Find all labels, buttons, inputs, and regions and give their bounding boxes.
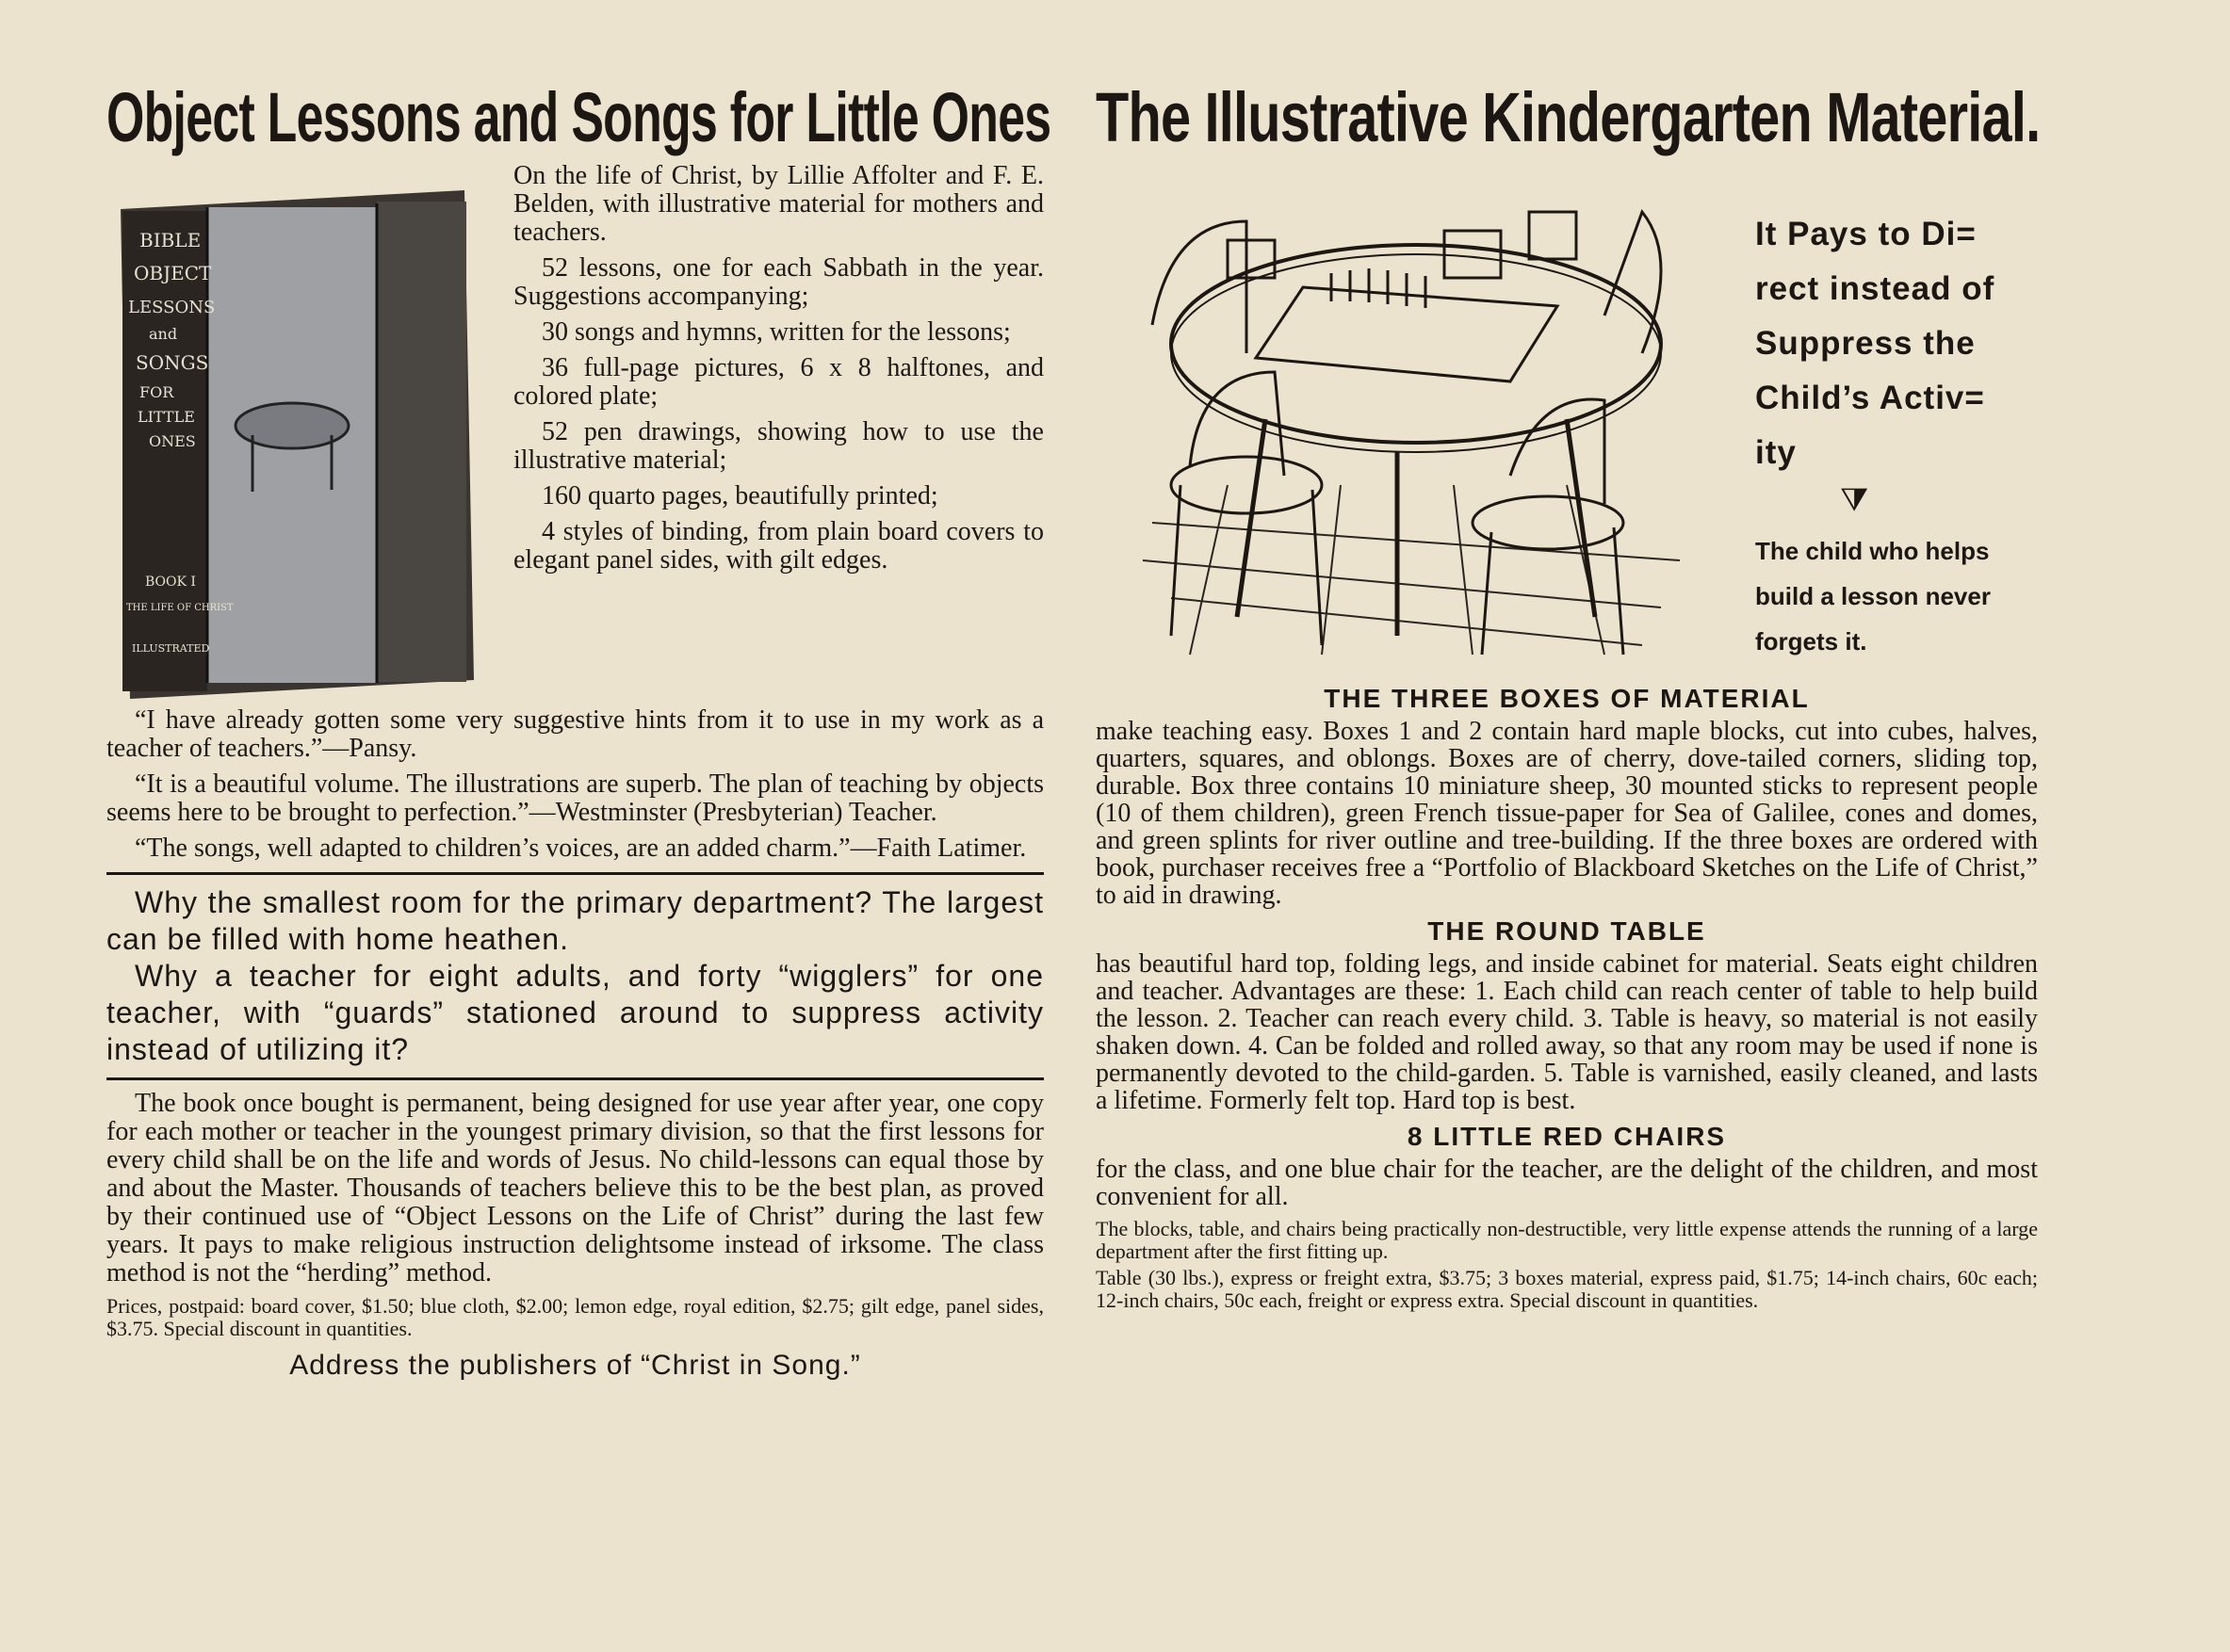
callout-small-2: build a lesson never — [1755, 582, 1991, 610]
note-durability: The blocks, table, and chairs being practically non-destructible, very little expense attends the running of a large department after the first fitting up. — [1096, 1217, 2038, 1263]
book-bottom-text-1: BOOK I — [145, 575, 196, 590]
book-spine-text-7: LITTLE — [138, 408, 195, 426]
book-spine-text-2: OBJECT — [134, 262, 212, 284]
publisher-address: Address the publishers of “Christ in Song.” — [289, 1350, 861, 1381]
permanent-paragraph: The book once bought is permanent, being designed for use year after year, one copy for each mother or teacher in the youngest primary division, so that the first lessons for every child shall be on the life and words of Jesus. No child-lessons can equal those by and about the Master. Thousands of teachers believe this to be the best plan, as proved by their continued use of “Object Lessons on the Life of Christ” during the last few years. It pays to make religious instruction delightsome instead of irksome. The class method is not the “herding” method. — [106, 1089, 1044, 1288]
intro-paragraph-7: 4 styles of binding, from plain board covers to elegant panel sides, with gilt edges. — [513, 517, 1044, 575]
intro-paragraph-2: 52 lessons, one for each Sabbath in the year. Suggestions accompanying; — [513, 253, 1044, 311]
callout-line-5: ity — [1755, 434, 1797, 471]
book-cover-illustration — [111, 190, 479, 699]
testimonial-1: “I have already gotten some very suggestive hints from it to use in my work as a teacher of teachers.”—Pansy. — [106, 705, 1044, 763]
book-bottom-text-3: ILLUSTRATED — [132, 642, 210, 655]
section-heading-boxes: THE THREE BOXES OF MATERIAL — [1324, 684, 1810, 713]
section-body-table: has beautiful hard top, folding legs, and inside cabinet for material. Seats eight children and teacher. Advantages are these: 1. Each child can reach center of table to help build the lesson. 2. Teacher can reach every child. 3. Table is heavy, so material is not easily shaken down. 4. Can be folded and rolled away, so that any room may be used if none is permanently devoted to the child-garden. 5. Table is varnished, easily cleaned, and lasts a lifetime. Formerly felt top. Hard top is best. — [1096, 949, 2038, 1115]
note-prices: Table (30 lbs.), express or freight extra, $3.75; 3 boxes material, express paid, $1.75; 14-inch chairs, 60c each; 12-inch chairs, 50c each, freight or express extra. Special discount in quantities. — [1096, 1266, 2038, 1312]
material-descriptions — [1096, 678, 2038, 1316]
book-spine-text-5: SONGS — [136, 351, 209, 374]
left-headline: Object Lessons and Songs for Little Ones — [106, 78, 1051, 156]
intro-paragraph-6: 160 quarto pages, beautifully printed; — [542, 481, 938, 510]
callout-line-4: Child’s Activ= — [1755, 380, 1985, 416]
book-spine-text-1: BIBLE — [139, 229, 202, 251]
callout-line-2: rect instead of — [1755, 270, 1995, 307]
round-table-illustration — [1115, 165, 1699, 664]
divider-1 — [106, 872, 1044, 875]
intro-paragraph-3: 30 songs and hymns, written for the lessons; — [542, 317, 1011, 347]
section-heading-table: THE ROUND TABLE — [1427, 916, 1706, 946]
book-bottom-text-2: THE LIFE OF CHRIST — [126, 603, 234, 613]
divider-2 — [106, 1077, 1044, 1080]
right-headline: The Illustrative Kindergarten Material. — [1096, 78, 2041, 156]
book-spine-text-8: ONES — [149, 432, 196, 450]
intro-paragraph-1: On the life of Christ, by Lillie Affolter and F. E. Belden, with illustrative material for mothers and teachers. — [513, 161, 1044, 247]
section-body-chairs: for the class, and one blue chair for the teacher, are the delight of the children, and most convenient for all. — [1096, 1155, 2038, 1211]
prices-paragraph: Prices, postpaid: board cover, $1.50; blue cloth, $2.00; lemon edge, royal edition, $2.75; gilt edge, panel sides, $3.75. Special discount in quantities. — [106, 1294, 1044, 1340]
side-callout — [1755, 207, 2038, 664]
right-column — [1096, 75, 2041, 1312]
testimonials — [106, 706, 1044, 1382]
why-paragraph-1: Why the smallest room for the primary department? The largest can be filled with home heathen. — [106, 885, 1044, 956]
callout-small-3: forgets it. — [1755, 627, 1867, 656]
ornament-icon: ⧩ — [1840, 482, 1869, 518]
callout-line-1: It Pays to Di= — [1755, 216, 1977, 252]
intro-paragraph-5: 52 pen drawings, showing how to use the illustrative material; — [513, 417, 1044, 475]
section-body-boxes: make teaching easy. Boxes 1 and 2 contain hard maple blocks, cut into cubes, halves, quarters, squares, and oblongs. Boxes are of cherry, dove-tailed corners, sliding top, durable. Box three contains 10 miniature sheep, 30 mounted sticks to represent people (10 of them children), green French tissue-paper for Sea of Galilee, cones and domes, and green splints for river outline and tree-building. If the three boxes are ordered with book, purchaser receives free a “Portfolio of Blackboard Sketches on the Life of Christ,” to aid in drawing. — [1096, 717, 2038, 910]
intro-paragraph-4: 36 full-page pictures, 6 x 8 halftones, and colored plate; — [513, 353, 1044, 411]
testimonial-2: “It is a beautiful volume. The illustrations are superb. The plan of teaching by objects seems here to be brought to perfection.”—Westminster (Presbyterian) Teacher. — [106, 769, 1044, 827]
book-spine-text-6: FOR — [139, 383, 174, 401]
book-spine-text-4: and — [149, 325, 178, 343]
book-spine-text-3: LESSONS — [128, 298, 216, 317]
left-column — [106, 75, 1051, 1381]
testimonial-3: “The songs, well adapted to children’s voices, are an added charm.”—Faith Latimer. — [135, 834, 1027, 863]
callout-line-3: Suppress the — [1755, 325, 1976, 362]
why-paragraph-2: Why a teacher for eight adults, and forty “wigglers” for one teacher, with “guards” stationed around to suppress activity instead of utilizing it? — [106, 959, 1044, 1066]
section-heading-chairs: 8 LITTLE RED CHAIRS — [1407, 1122, 1727, 1151]
callout-small-1: The child who helps — [1755, 537, 1990, 565]
book-description — [513, 162, 1044, 582]
